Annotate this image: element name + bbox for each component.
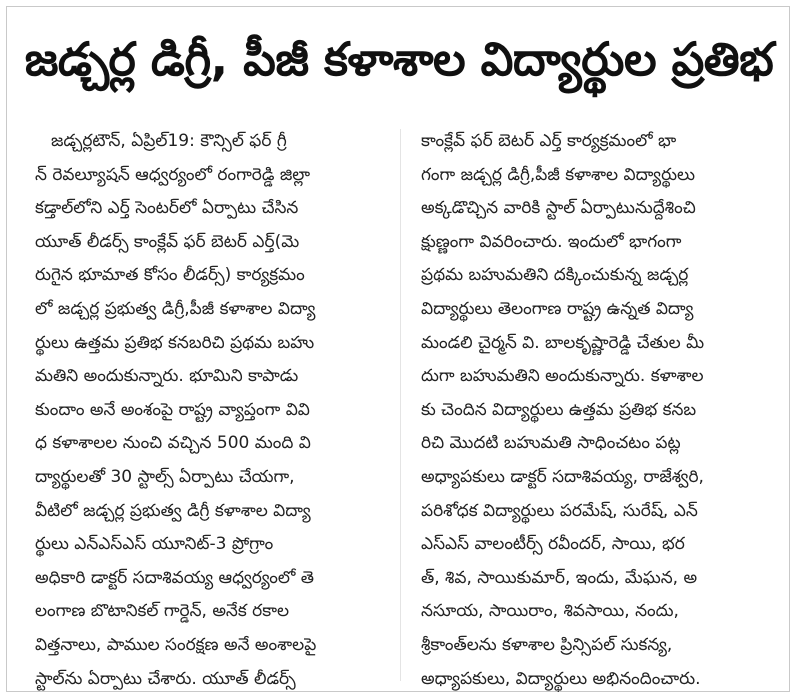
text-line: అధ్యాపకులు, విద్యార్థులు అభినందించారు.	[421, 668, 701, 689]
text-line: క్షుణ్ణంగా వివరించారు. ఇందులో భాగంగా	[421, 231, 682, 252]
text-line: ర్థులు ఎన్ఎస్ఎస్ యూనిట్-3 ప్రోగ్రాం	[35, 534, 274, 555]
text-line: రుగైన భూమాత కోసం లీడర్స్) కార్యక్రమం	[35, 265, 305, 286]
text-line: ద్యార్థులతో 30 స్టాల్స్ ఏర్పాటు చేయగా,	[35, 466, 295, 487]
column-divider	[400, 129, 401, 681]
text-line: న్ రెవల్యూషన్ ఆధ్వర్యంలో రంగారెడ్డి జిల్లా	[35, 164, 311, 185]
newspaper-clipping	[6, 6, 790, 692]
article-column-right	[421, 125, 773, 696]
text-line: వీటిలో జడ్చర్ల ప్రభుత్వ డిగ్రీ కళాశాల విద్యా	[35, 500, 311, 521]
text-line: కు చెందిన విద్యార్థులు ఉత్తమ ప్రతిభ కనబ	[421, 399, 697, 420]
text-line: త్, శివ, సాయికుమార్, ఇందు, మేఘన, అ	[421, 567, 698, 588]
text-line: యూత్ లీడర్స్ కాంక్లేవ్ ఫర్ బెటర్ ఎర్త్(మె	[35, 231, 300, 252]
text-line: అక్కడొచ్చిన వారికి స్టాల్ ఏర్పాటునుద్దేశించి	[421, 198, 696, 219]
text-line: కాంక్లేవ్ ఫర్ బెటర్ ఎర్త్ కార్యక్రమంలో భా	[421, 131, 677, 151]
text-line: దుగా బహుమతిని అందుకున్నారు. కళాశాల	[421, 366, 704, 387]
text-line: లో జడ్చర్ల ప్రభుత్వ డిగ్రీ,పీజీ కళాశాల విద్యా	[35, 298, 316, 319]
text-line: రిచి మొదటి బహుమతి సాధించటం పట్ల	[421, 433, 681, 454]
text-line: గంగా జడ్చర్ల డిగ్రీ,పీజీ కళాశాల విద్యార్థులు	[421, 164, 695, 185]
text-line: మతిని అందుకున్నారు. భూమిని కాపాడు	[35, 366, 299, 387]
text-line: ధ కళాశాలల నుంచి వచ్చిన 500 మంది వి	[35, 433, 311, 454]
text-line: ర్థులు ఉత్తమ ప్రతిభ కనబరిచి ప్రథమ బహు	[35, 332, 315, 353]
text-line: ప్రథమ బహుమతిని దక్కించుకున్న జడ్చర్ల	[421, 265, 689, 286]
text-line: లంగాణ బొటానికల్ గార్డెన్, అనేక రకాల	[35, 601, 290, 622]
text-line: అధ్యాపకులు డాక్టర్ సదాశివయ్య, రాజేశ్వరి,	[421, 466, 704, 487]
text-line: జడ్చర్లటౌన్, ఏప్రిల్19: కౌన్సిల్ ఫర్ గ్రీ	[51, 131, 287, 151]
text-line: నసూయ, సాయిరాం, శివసాయి, నందు,	[421, 601, 679, 622]
text-line: స్టాల్‌ను ఏర్పాటు చేశారు. యూత్ లీడర్స్	[35, 668, 296, 689]
text-line: ఎస్ఎస్ వాలంటీర్స్ రవీందర్, సాయి, భర	[421, 534, 685, 555]
text-line: అధికారి డాక్టర్ సదాశివయ్య ఆధ్వర్యంలో తె	[35, 567, 315, 588]
text-line: విద్యార్థులు తెలంగాణ రాష్ట్ర ఉన్నత విద్యా	[421, 298, 694, 319]
headline: జడ్చర్ల డిగ్రీ, పీజీ కళాశాల విద్యార్థుల ప్రతిభ	[24, 32, 774, 86]
text-line: పరిశోధక విద్యార్థులు పరమేష్, సురేష్, ఎన్	[421, 500, 698, 521]
text-line: కుందాం అనే అంశంపై రాష్ట్ర వ్యాప్తంగా వివి	[35, 399, 310, 420]
article-column-left	[35, 125, 387, 696]
text-line: కడ్తాల్‌లోని ఎర్త్ సెంటర్‌లో ఏర్పాటు చేసిన	[35, 198, 299, 219]
text-line: మండలి చైర్మన్ వి. బాలకృష్ణారెడ్డి చేతుల మీ	[421, 332, 705, 353]
text-line: విత్తనాలు, పాముల సంరక్షణ అనే అంశాలపై	[35, 634, 317, 655]
text-line: శ్రీకాంత్‌లను కళాశాల ప్రిన్సిపల్ సుకన్య,	[421, 634, 673, 655]
